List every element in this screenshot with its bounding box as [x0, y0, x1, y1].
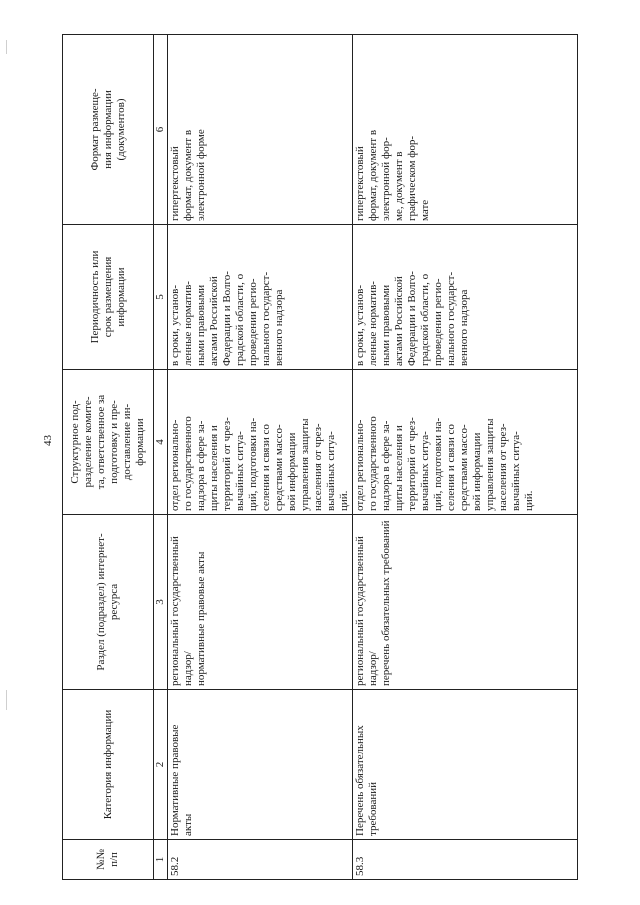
scan-edge-mark [6, 690, 7, 710]
header-section: Раздел (подраздел) интернет-ресурса [63, 515, 154, 690]
column-number-row [154, 35, 168, 880]
rotated-table-container [62, 35, 578, 880]
header-format: Формат размеще- ния информации (документов) [63, 35, 154, 225]
row-section: региональный государственный надзор/ нормативные правовые акты [168, 515, 353, 690]
column-number: 2 [154, 690, 168, 840]
row-category: Перечень обязательных требований [353, 690, 578, 840]
header-department: Структурное под- разделение комите- та, ответственное за подготовку и пре- доставление ин- формации [63, 370, 154, 515]
row-section: региональный государственный надзор/ перечень обязательных требований [353, 515, 578, 690]
column-number: 1 [154, 840, 168, 880]
column-number: 3 [154, 515, 168, 690]
row-number: 58.2 [168, 840, 353, 880]
row-period: в сроки, установ- ленные норматив- ными правовыми актами Российской Федерации и Волго- градской области, о проведении регио- нального государст- венного надзора [353, 225, 578, 370]
scan-edge-mark [6, 40, 7, 54]
header-category: Категория информации [63, 690, 154, 840]
information-table [62, 34, 578, 880]
column-number: 6 [154, 35, 168, 225]
row-format: гипертекстовый формат, документ в электронной форме [168, 35, 353, 225]
row-department: отдел регионально- го государственного надзора в сфере за- щиты населения и территорий от чрез- вычайных ситуа- ций, подготовки на- селения и связи со средствами массо- вой информации управления защиты населения от чрез- вычайных ситуа- ций. [353, 370, 578, 515]
page-number: 43 [42, 435, 54, 446]
table-row [168, 35, 353, 880]
row-number: 58.3 [353, 840, 578, 880]
table-row [353, 35, 578, 880]
row-category: Нормативные правовые акты [168, 690, 353, 840]
column-number: 5 [154, 225, 168, 370]
row-format: гипертекстовый формат, документ в электронной фор- ме, документ в графическом фор- мате [353, 35, 578, 225]
row-department: отдел регионально- го государственного надзора в сфере за- щиты населения и территорий от чрез- вычайных ситуа- ций, подготовки на- селения и связи со средствами массо- вой информации управления защиты населения от чрез- вычайных ситуа- ций. [168, 370, 353, 515]
table-header-row [63, 35, 154, 880]
row-period: в сроки, установ- ленные норматив- ными правовыми актами Российской Федерации и Волго- градской области, о проведении регио- нального государст- венного надзора [168, 225, 353, 370]
header-period: Периодичность или срок размещения информации [63, 225, 154, 370]
header-number: №№ п/п [63, 840, 154, 880]
column-number: 4 [154, 370, 168, 515]
